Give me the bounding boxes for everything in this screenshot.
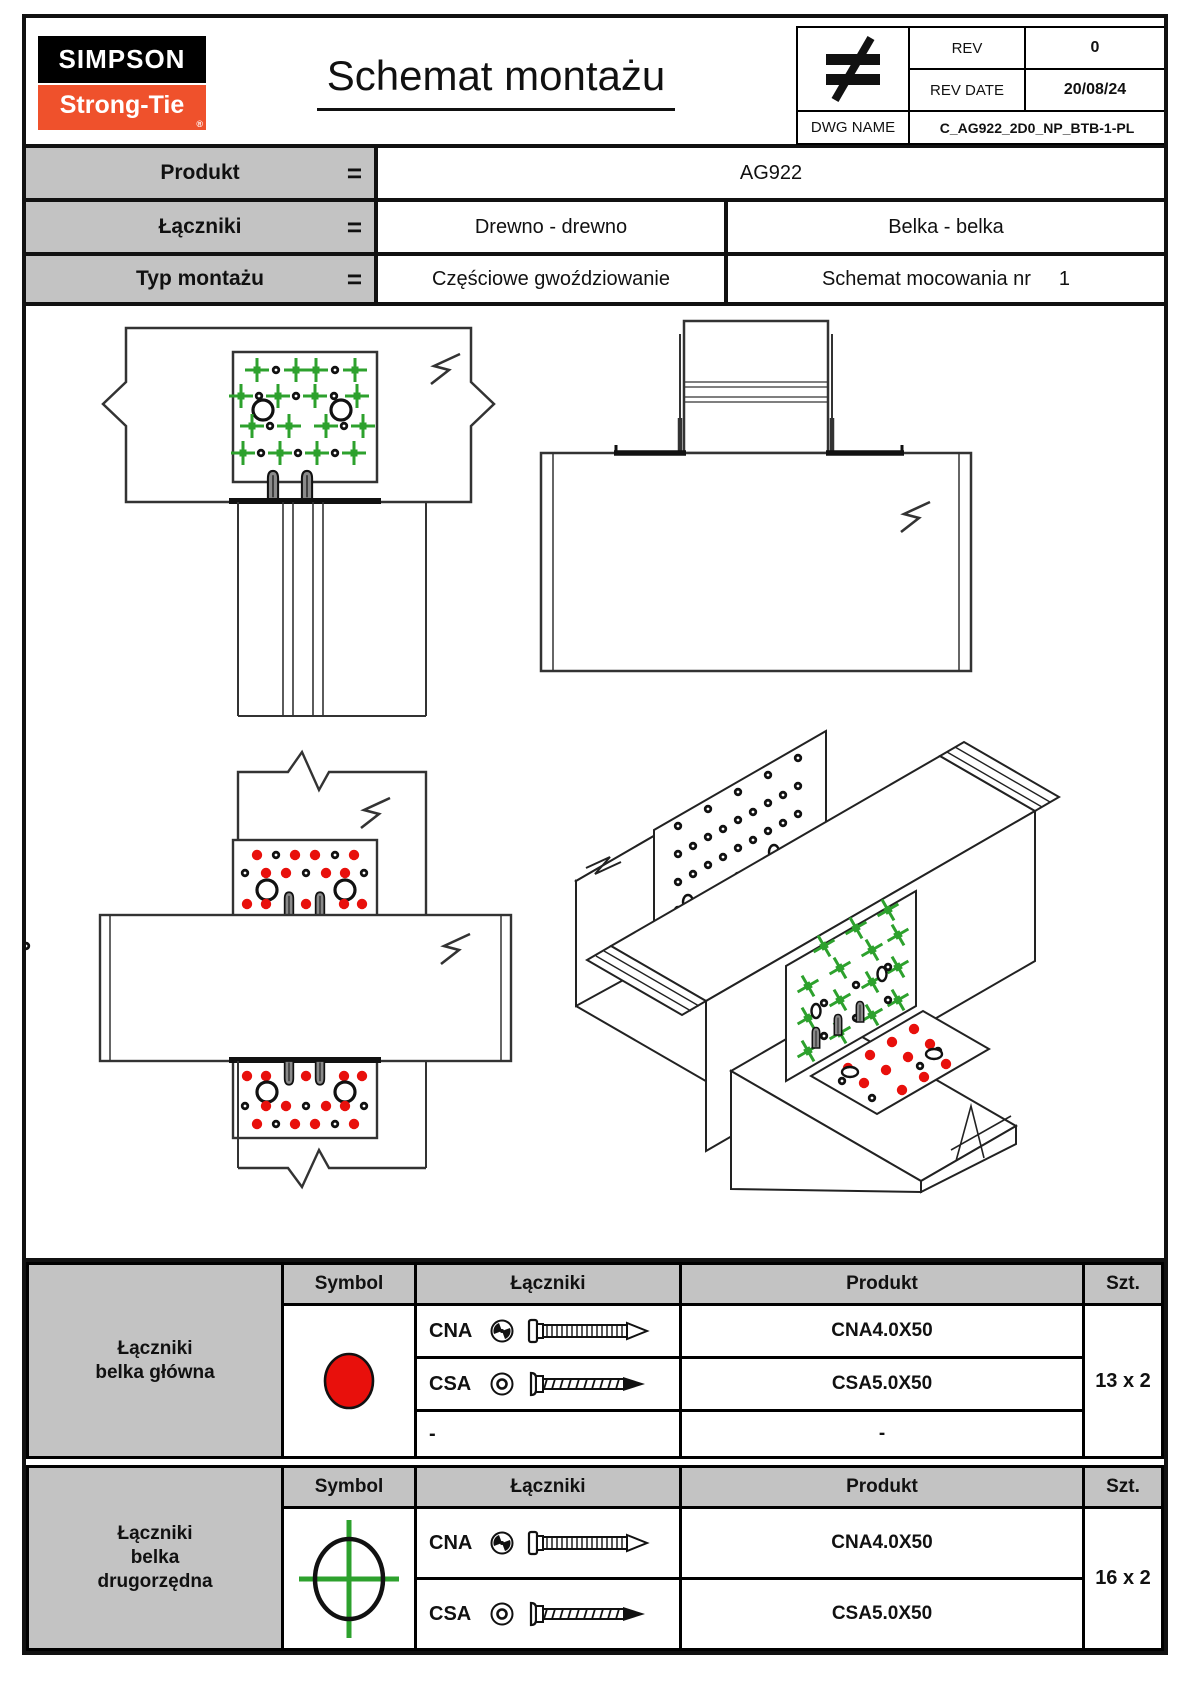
product-value: CNA4.0X50 [682, 1306, 1082, 1356]
mount-type-value-left: Częściowe gwoździowanie [378, 256, 728, 302]
mount-scheme-text: Schemat mocowania nr [821, 267, 1031, 290]
rev-date-label: REV DATE [910, 70, 1024, 110]
fastener-table-secondary-beam [26, 1465, 1164, 1651]
not-equal-icon [798, 28, 908, 110]
rev-date-value: 20/08/24 [1026, 70, 1164, 110]
fasteners-value-left: Drewno - drewno [378, 202, 728, 252]
header [26, 18, 1164, 148]
info-row-mount-type [26, 256, 1164, 306]
fasteners-value-right: Belka - belka [888, 215, 1004, 238]
product-value: - [682, 1412, 1082, 1456]
column-header-product: Produkt [682, 1265, 1082, 1303]
mount-type-label: Typ montażu [136, 267, 264, 290]
mount-scheme-number: 1 [1058, 267, 1071, 290]
column-header-qty: Szt. [1085, 1265, 1161, 1303]
info-row-product [26, 148, 1164, 202]
fastener-row-csa [417, 1359, 679, 1409]
registered-mark: ® [196, 119, 203, 129]
concentric-drive-icon [489, 1371, 515, 1397]
column-header-fasteners: Łączniki [417, 1265, 679, 1303]
fastener-row-cna [417, 1509, 679, 1577]
rev-value: 0 [1026, 28, 1164, 68]
view-top-plan [103, 328, 494, 716]
info-row-fasteners [26, 202, 1164, 256]
drawing-area [26, 306, 1164, 1262]
phillips-drive-icon [489, 1530, 515, 1556]
green-crosshair-icon [284, 1509, 414, 1648]
column-header-symbol: Symbol [284, 1265, 414, 1303]
fasteners-label: Łączniki [158, 215, 242, 238]
fastener-row-empty [417, 1412, 679, 1456]
fastener-code: - [429, 1422, 436, 1445]
revision-block [796, 26, 1164, 145]
equals-sign: = [346, 211, 362, 242]
drawing-sheet [22, 14, 1168, 1655]
nail-icon [527, 1529, 655, 1557]
simpson-strongtie-logo [38, 36, 206, 130]
screw-icon [527, 1370, 655, 1398]
logo-simpson-text: SIMPSON [38, 36, 206, 83]
view-front-elevation [541, 321, 971, 671]
fastener-row-csa [417, 1580, 679, 1648]
product-value: AG922 [739, 161, 803, 184]
fastener-code: CSA [429, 1372, 472, 1395]
screw-icon [527, 1600, 655, 1628]
fastener-code: CSA [429, 1602, 472, 1625]
equals-sign: = [346, 157, 362, 188]
fastener-code: CNA [429, 1531, 473, 1554]
view-side-plan [100, 752, 511, 1187]
phillips-drive-icon [489, 1318, 515, 1344]
column-header-product: Produkt [682, 1468, 1082, 1506]
column-header-qty: Szt. [1085, 1468, 1161, 1506]
product-value: CSA5.0X50 [682, 1359, 1082, 1409]
equals-sign: = [346, 263, 362, 294]
fastener-row-cna [417, 1306, 679, 1356]
logo-strongtie-text: Strong-Tie ® [38, 85, 206, 130]
title-wrap [226, 52, 766, 111]
product-label: Produkt [160, 161, 240, 184]
nail-icon [527, 1317, 655, 1345]
column-header-symbol: Symbol [284, 1468, 414, 1506]
qty-value: 13 x 2 [1085, 1306, 1161, 1456]
concentric-drive-icon [489, 1601, 515, 1627]
group-label-secondary-beam: Łączniki belka drugorzędna [29, 1468, 281, 1648]
dwg-name-value: C_AG922_2D0_NP_BTB-1-PL [910, 112, 1164, 143]
mount-scheme [728, 256, 1164, 302]
rev-label: REV [910, 28, 1024, 68]
page-title: Schemat montażu [317, 52, 676, 111]
qty-value: 16 x 2 [1085, 1509, 1161, 1648]
column-header-fasteners: Łączniki [417, 1468, 679, 1506]
product-value: CSA5.0X50 [682, 1580, 1082, 1648]
fastener-code: CNA [429, 1319, 473, 1342]
fastener-table-main-beam [26, 1262, 1164, 1459]
group-label-main-beam: Łączniki belka główna [29, 1265, 281, 1456]
red-circle-icon [284, 1306, 414, 1456]
dwg-name-label: DWG NAME [798, 112, 908, 143]
product-value: CNA4.0X50 [682, 1509, 1082, 1577]
